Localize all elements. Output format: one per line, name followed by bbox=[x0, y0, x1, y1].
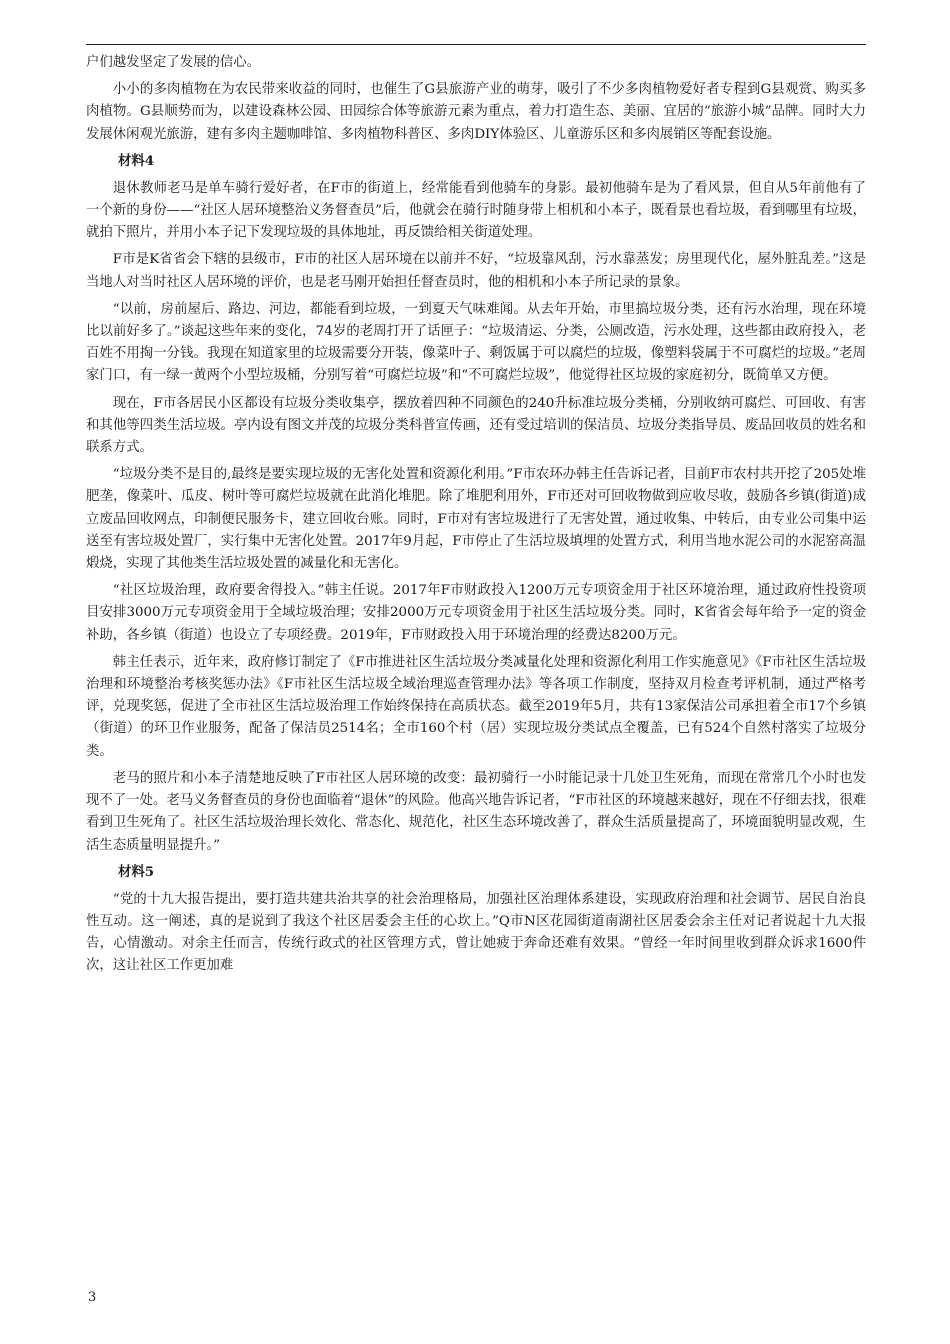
paragraph: 小小的多肉植物在为农民带来收益的同时，也催生了G县旅游产业的萌芽，吸引了不少多肉植物爱好者专程到G县观赏、购买多肉植物。G县顺势而为，以建设森林公园、田园综合体等旅游元素为重点，着力打造生态、美丽、宜居的“旅游小城”品牌。同时大力发展休闲观光旅游，建有多肉主题咖啡馆、多肉植物科普区、多肉DIY体验区、儿童游乐区和多肉展销区等配套设施。 bbox=[86, 82, 866, 142]
section-heading: 材料5 bbox=[118, 863, 155, 880]
paragraph: 退休教师老马是单车骑行爱好者，在F市的街道上，经常能看到他骑车的身影。最初他骑车是为了看风景，但自从5年前他有了一个新的身份——“社区人居环境整治义务督查员”后，他就会在骑行时随身带上相机和小本子，既看景也看垃圾，看到哪里有垃圾，就拍下照片，并用小本子记下发现垃圾的具体地址，再反馈给相关街道处理。 bbox=[86, 180, 866, 241]
paragraph: “以前，房前屋后、路边、河边，都能看到垃圾，一到夏天气味难闻。从去年开始，市里搞垃圾分类，还有污水治理，现在环境比以前好多了。”谈起这些年来的变化，74岁的老周打开了话匣子：“垃圾清运、分类，公厕改造，污水处理，这些都由政府投入，老百姓不用掏一分钱。我现在知道家里的垃圾需要分开装，像菜叶子、剩饭属于可以腐烂的垃圾，像塑料袋属于不可腐烂的垃圾。”老周家门口，有一绿一黄两个小型垃圾桶，分别写着“可腐烂垃圾”和“不可腐烂垃圾”，他觉得社区垃圾的家庭初分，既简单又方便。 bbox=[86, 301, 866, 384]
header-rule bbox=[86, 44, 866, 45]
paragraph: 韩主任表示，近年来，政府修订制定了《F市推进社区生活垃圾分类减量化处理和资源化利用工作实施意见》《F市社区生活垃圾治理和环境整治考核奖惩办法》《F市社区生活垃圾全域治理巡查管理办法》等各项工作制度，坚持双月检查考评机制，通过严格考评，兑现奖惩，促进了全市社区生活垃圾治理工作始终保持在高质状态。截至2019年5月，共有13家保洁公司承担着全市17个乡镇（街道）的环卫作业服务，配备了保洁员2514名；全市160个村（居）实现垃圾分类试点全覆盖，已有524个自然村落实了垃圾分类。 bbox=[86, 654, 866, 759]
paragraph: 老马的照片和小本子清楚地反映了F市社区人居环境的改变：最初骑行一小时能记录十几处卫生死角，而现在常常几个小时也发现不了一处。老马义务督查员的身份也面临着“退休”的风险。他高兴地告诉记者，“F市社区的环境越来越好，现在不仔细去找，很难看到卫生死角了。社区生活垃圾治理长效化、常态化、规范化，社区生态环境改善了，群众生活质量提高了，环境面貌明显改观，生活生态质量明显提升。” bbox=[86, 770, 866, 853]
document-body bbox=[86, 52, 866, 983]
paragraph: “垃圾分类不是目的,最终是要实现垃圾的无害化处置和资源化利用。”F市农环办韩主任告诉记者，目前F市农村共开挖了205处堆肥垄，像菜叶、瓜皮、树叶等可腐烂垃圾就在此消化堆肥。除了堆肥利用外，F市还对可回收物做到应收尽收，鼓励各乡镇(街道)成立废品回收网点，印制便民服务卡，建立回收台账。同时，F市对有害垃圾进行了无害处置，通过收集、中转后，由专业公司集中运送至有害垃圾处置厂，实行集中无害化处置。2017年9月起，F市停止了生活垃圾填埋的处置方式，利用当地水泥公司的水泥窑高温煅烧，实现了其他类生活垃圾处置的减量化和无害化。 bbox=[86, 467, 866, 572]
paragraph: 现在，F市各居民小区都设有垃圾分类收集亭，摆放着四种不同颜色的240升标准垃圾分类桶，分别收纳可腐烂、可回收、有害和其他等四类生活垃圾。亭内设有图文并茂的垃圾分类科普宣传画，还有受过培训的保洁员、垃圾分类指导员、废品回收员的姓名和联系方式。 bbox=[86, 395, 866, 456]
section-heading: 材料4 bbox=[118, 152, 155, 169]
paragraph: F市是K省省会下辖的县级市，F市的社区人居环境在以前并不好，“垃圾靠风刮，污水靠蒸发；房里现代化，屋外脏乱差。”这是当地人对当时社区人居环境的评价，也是老马刚开始担任督查员时，他的相机和小本子所记录的景象。 bbox=[86, 252, 866, 290]
paragraph: 户们越发坚定了发展的信心。 bbox=[86, 55, 261, 70]
paragraph: “社区垃圾治理，政府要舍得投入。”韩主任说。2017年F市财政投入1200万元专项资金用于社区环境治理，通过政府性投资项目安排3000万元专项资金用于全域垃圾治理；安排2000万元专项资金用于社区生活垃圾分类。同时，K省省会每年给予一定的资金补助，各乡镇（街道）也设立了专项经费。2019年，F市财政投入用于环境治理的经费达8200万元。 bbox=[86, 583, 866, 643]
page-number: 3 bbox=[88, 1290, 97, 1305]
paragraph: “党的十九大报告提出，要打造共建共治共享的社会治理格局，加强社区治理体系建设，实现政府治理和社会调节、居民自治良性互动。这一阐述，真的是说到了我这个社区居委会主任的心坎上。”Q市N区花园街道南湖社区居委会余主任对记者说起十九大报告，心情激动。对余主任而言，传统行政式的社区管理方式，曾让她疲于奔命还难有效果。“曾经一年时间里收到群众诉求1600件次，这让社区工作更加难 bbox=[86, 891, 866, 974]
